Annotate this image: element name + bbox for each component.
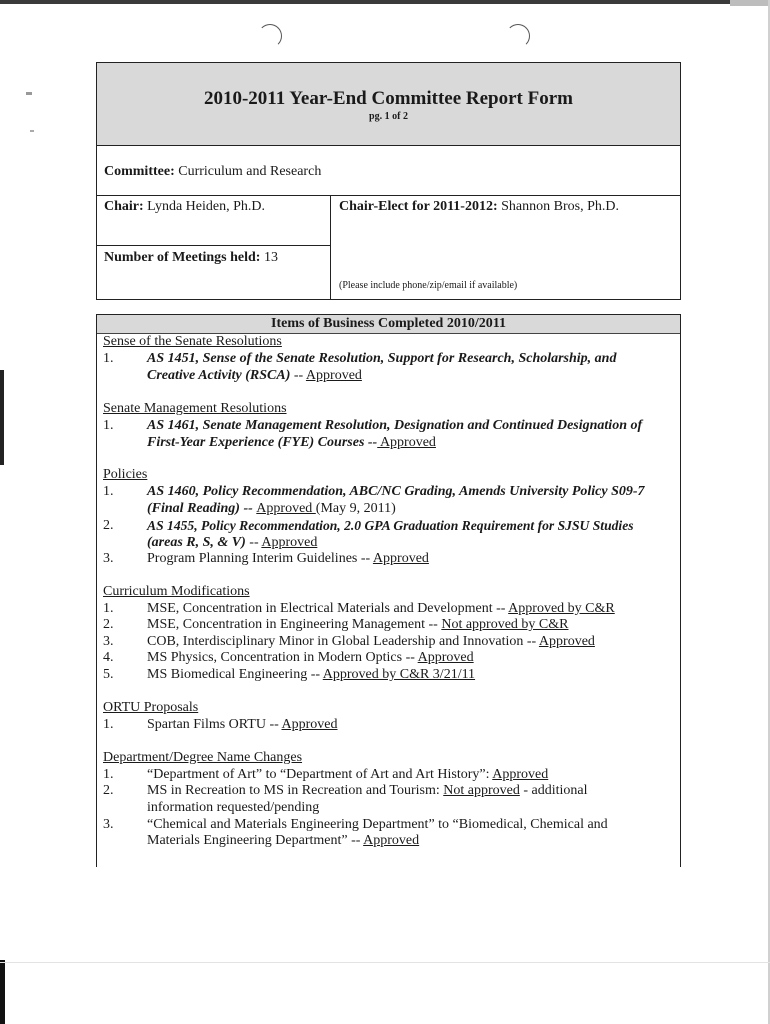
status-not-approved: Not approved [443,783,520,798]
curriculum-item-2 [147,617,568,633]
item-number: 2. [103,617,114,632]
status-approved: Approved [492,767,549,782]
committee-field [104,164,321,180]
policy-item-1-title: (Final Reading) [147,501,240,516]
dept-item-2-suffix: - additional [519,783,588,798]
section-heading-curriculum: Curriculum Modifications [103,584,250,599]
chair-label: Chair: [104,199,144,214]
dept-item-3-line-2 [147,833,419,849]
scan-edge-top-right [730,0,770,6]
policy-item-1-line-2 [147,501,396,517]
status-approved: Approved [256,501,316,516]
dept-item-3-line-1: “Chemical and Materials Engineering Department” to “Biomedical, Chemical and [147,817,608,832]
status-not-approved: Not approved by C&R [441,617,569,632]
form-title: 2010-2011 Year-End Committee Report Form [203,88,573,109]
item-number: 4. [103,650,114,665]
status-approved-by-cr: Approved by C&R [508,601,615,616]
curriculum-item-4 [147,650,474,666]
policy-item-2-line-2 [147,535,317,551]
meetings-label: Number of Meetings held: [104,250,261,265]
item-number: 1. [103,418,114,433]
chair-elect-label: Chair-Elect for 2011-2012: [339,199,498,214]
section-heading-management: Senate Management Resolutions [103,401,287,416]
scan-speck [30,130,34,132]
item-number: 1. [103,484,114,499]
ortu-item-1 [147,717,338,733]
dept-item-2-line-1 [147,783,587,799]
chair-value: Lynda Heiden, Ph.D. [147,199,265,214]
committee-row [97,146,680,196]
item-number: 2. [103,518,114,533]
status-approved: Approved [417,650,474,665]
dept-item-2-line-2: information requested/pending [147,800,320,815]
dept-item-1-text: “Department of Art” to “Department of Art and Art History”: [147,767,493,782]
report-form-box [96,62,681,300]
section-heading-dept: Department/Degree Name Changes [103,750,303,765]
sense-item-1-line-1: AS 1451, Sense of the Senate Resolution, Support for Research, Scholarship, and [147,351,617,366]
mgmt-item-1-sep: -- [364,435,378,450]
item-number: 1. [103,767,114,782]
scan-page-edge [0,962,770,963]
policy-item-3-text: Program Planning Interim Guidelines -- [147,551,373,566]
items-title: Items of Business Completed 2010/2011 [271,316,506,331]
item-number: 3. [103,551,114,566]
scan-edge-top [0,0,770,4]
ortu-item-1-text: Spartan Films ORTU -- [147,717,282,732]
committee-value: Curriculum and Research [178,164,322,179]
status-approved: Approved [372,551,429,566]
meetings-value: 13 [263,250,278,265]
sense-item-1-sep: -- [290,368,306,383]
curriculum-item-5-text: MS Biomedical Engineering -- [147,667,323,682]
item-number: 3. [103,634,114,649]
contact-note: (Please include phone/zip/email if available) [339,280,518,291]
curriculum-item-1 [147,601,615,617]
section-heading-ortu: ORTU Proposals [103,700,199,715]
item-number: 3. [103,817,114,832]
dept-item-2-text: MS in Recreation to MS in Recreation and Tourism: [147,783,444,798]
punch-hole-mark [258,24,282,48]
chair-cell [97,196,331,246]
status-approved: Approved [305,368,362,383]
curriculum-item-1-text: MSE, Concentration in Electrical Materials and Development -- [147,601,509,616]
page-indicator: pg. 1 of 2 [369,111,408,122]
items-header [97,315,680,334]
mgmt-item-1-line-2 [147,435,436,451]
curriculum-item-5 [147,667,475,683]
item-number: 1. [103,717,114,732]
policy-item-1-sep: -- [239,501,257,516]
status-approved: Approved [281,717,338,732]
policy-item-2-sep: -- [245,535,262,550]
punch-hole-mark [506,24,530,48]
sense-item-1-line-2 [147,368,362,384]
policy-item-1-line-1: AS 1460, Policy Recommendation, ABC/NC Grading, Amends University Policy S09-7 [147,484,645,499]
chair-field [104,199,265,215]
status-approved-by-cr: Approved by C&R 3/21/11 [322,667,476,682]
curriculum-item-2-text: MSE, Concentration in Engineering Management -- [147,617,442,632]
meetings-field [104,250,278,266]
status-approved: Approved [377,435,436,450]
section-heading-policies: Policies [103,467,148,482]
curriculum-item-3 [147,634,595,650]
policy-item-2-title: (areas R, S, & V) [147,535,246,550]
mgmt-item-1-title: First-Year Experience (FYE) Courses [147,435,365,450]
mgmt-item-1-line-1: AS 1461, Senate Management Resolution, Designation and Continued Designation of [147,418,643,433]
status-approved: Approved [363,833,420,848]
status-approved: Approved [261,535,318,550]
meetings-cell [97,246,331,299]
scan-edge-left-bottom [0,960,5,1024]
sense-item-1-title: Creative Activity (RSCA) [147,368,291,383]
curriculum-item-4-text: MS Physics, Concentration in Modern Optics -- [147,650,418,665]
chair-elect-cell [331,196,680,299]
policy-item-3 [147,551,429,567]
committee-label: Committee: [104,164,175,179]
items-of-business [96,314,681,867]
chair-elect-field [339,199,619,215]
form-header [97,63,680,146]
dept-item-1 [147,767,548,783]
item-number: 1. [103,351,114,366]
approval-date: (May 9, 2011) [315,501,396,516]
curriculum-item-3-text: COB, Interdisciplinary Minor in Global Leadership and Innovation -- [147,634,539,649]
item-number: 2. [103,783,114,798]
policy-item-2-line-1: AS 1455, Policy Recommendation, 2.0 GPA Graduation Requirement for SJSU Studies [147,518,634,533]
item-number: 1. [103,601,114,616]
dept-item-3-text: Materials Engineering Department” -- [147,833,364,848]
item-number: 5. [103,667,114,682]
status-approved: Approved [538,634,595,649]
scan-edge-left [0,370,4,465]
chair-elect-value: Shannon Bros, Ph.D. [501,199,619,214]
scan-speck [26,92,32,95]
section-heading-sense: Sense of the Senate Resolutions [103,334,282,349]
